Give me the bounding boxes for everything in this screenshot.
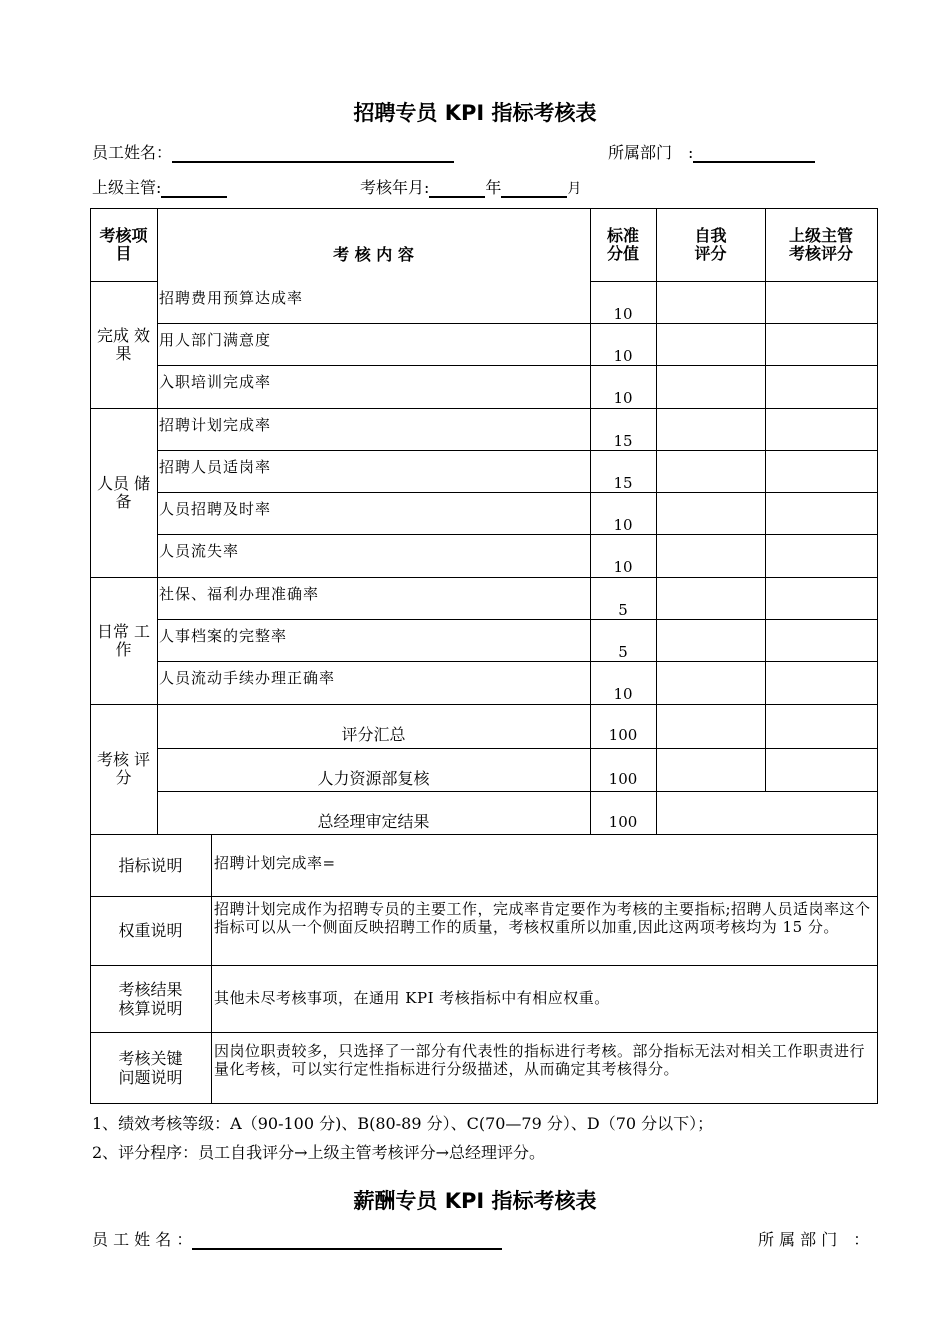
kpi-standard-score: 15 <box>613 474 633 492</box>
supervisor-field[interactable] <box>92 175 227 198</box>
grid-line <box>211 834 212 1104</box>
grid-line <box>90 1032 878 1033</box>
note-text: 招聘计划完成作为招聘专员的主要工作，完成率肯定要作为考核的主要指标;招聘人员适岗率这个指标可以从一个侧面反映招聘工作的质量，考核权重所以加重,因此这两项考核均为 15 分。 <box>214 900 871 936</box>
employee-name-label-2: 员 工 姓 名 ： <box>92 1230 193 1249</box>
kpi-standard-score: 10 <box>613 389 633 407</box>
note-label: 考核关键 问题说明 <box>118 1048 183 1087</box>
month-label: 月 <box>567 181 582 197</box>
grid-line <box>157 619 878 620</box>
category-label: 人员 储 备 <box>96 473 151 511</box>
table-border <box>90 208 91 1104</box>
grid-line <box>157 492 878 493</box>
employee-name-field[interactable] <box>92 140 454 163</box>
year-blank[interactable] <box>429 180 485 198</box>
kpi-standard-score: 10 <box>613 516 633 534</box>
note-text: 招聘计划完成率= <box>214 854 336 872</box>
note-text: 其他未尽考核事项，在通用 KPI 考核指标中有相应权重。 <box>214 989 610 1007</box>
department-field[interactable] <box>608 140 815 163</box>
kpi-item: 招聘费用预算达成率 <box>159 289 304 307</box>
kpi-standard-score: 10 <box>613 558 633 576</box>
grid-line <box>90 965 878 966</box>
footnote: 1、绩效考核等级：A（90-100 分)、B(80-89 分）、C(70—79 分）、D（70 分以下）； <box>92 1114 714 1133</box>
summary-label: 人力资源部复核 <box>317 769 430 788</box>
header-self-score: 自我 评分 <box>694 226 727 263</box>
year-label: 年 <box>485 178 502 197</box>
employee-name-blank[interactable] <box>172 145 454 163</box>
category-label: 完成 效 果 <box>96 325 151 363</box>
supervisor-blank[interactable] <box>161 180 227 198</box>
grid-line <box>157 661 878 662</box>
grid-line <box>765 208 766 792</box>
self-score-column[interactable] <box>656 281 765 791</box>
kpi-item: 人事档案的完整率 <box>159 627 288 645</box>
department-label-2: 所 属 部 门 ： <box>758 1230 870 1249</box>
period-label: 考核年月: <box>360 178 430 197</box>
summary-score: 100 <box>608 813 638 831</box>
grid-line <box>590 281 878 282</box>
grid-line <box>157 208 158 835</box>
kpi-standard-score: 10 <box>613 305 633 323</box>
footnote: 2、评分程序：员工自我评分→上级主管考核评分→总经理评分。 <box>92 1143 545 1162</box>
grid-line <box>656 208 657 835</box>
kpi-item: 人员流失率 <box>159 542 240 560</box>
grid-line <box>90 408 878 409</box>
kpi-standard-score: 15 <box>613 432 633 450</box>
header-supervisor-score: 上级主管 考核评分 <box>788 226 853 263</box>
note-label: 指标说明 <box>118 855 183 875</box>
category-label: 日常 工 作 <box>96 621 151 659</box>
grid-line <box>157 450 878 451</box>
kpi-standard-score: 5 <box>618 643 628 661</box>
grid-line <box>157 534 878 535</box>
grid-line <box>90 704 878 705</box>
employee-name-blank-2[interactable] <box>192 1232 502 1250</box>
kpi-item: 招聘计划完成率 <box>159 416 272 434</box>
note-text: 因岗位职责较多，只选择了一部分有代表性的指标进行考核。部分指标无法对相关工作职责进行量化考核，可以实行定性指标进行分级描述，从而确定其考核得分。 <box>214 1042 866 1078</box>
grid-line <box>90 577 878 578</box>
header-standard-score: 标准 分值 <box>606 226 639 263</box>
summary-score: 100 <box>608 726 638 744</box>
kpi-item: 用人部门满意度 <box>159 331 272 349</box>
kpi-item: 人员招聘及时率 <box>159 500 272 518</box>
month-blank[interactable] <box>501 180 567 198</box>
department-blank[interactable] <box>693 145 815 163</box>
employee-name-label: 员工姓名： <box>92 143 173 162</box>
grid-line <box>157 748 878 749</box>
department-label: 所属部门 : <box>608 143 694 162</box>
table-border <box>877 208 878 1104</box>
grid-line <box>157 365 878 366</box>
grid-line <box>90 281 158 282</box>
grid-line <box>157 323 878 324</box>
summary-label: 评分汇总 <box>341 725 406 744</box>
note-label: 考核结果 核算说明 <box>118 979 183 1018</box>
supervisor-score-column[interactable] <box>765 281 877 791</box>
page-title: 招聘专员 KPI 指标考核表 <box>353 101 597 125</box>
employee-name-field-2[interactable] <box>92 1227 502 1250</box>
grid-line <box>590 208 591 835</box>
grid-line <box>90 896 878 897</box>
grid-line <box>90 834 878 835</box>
summary-score: 100 <box>608 770 638 788</box>
header-content: 考 核 内 容 <box>333 245 414 264</box>
kpi-item: 招聘人员适岗率 <box>159 458 272 476</box>
kpi-standard-score: 10 <box>613 685 633 703</box>
category-label: 考核 评 分 <box>96 750 151 787</box>
note-label: 权重说明 <box>118 921 183 940</box>
department-field-2[interactable] <box>758 1227 869 1250</box>
grid-line <box>157 791 878 792</box>
kpi-standard-score: 10 <box>613 347 633 365</box>
kpi-item: 人员流动手续办理正确率 <box>159 669 336 687</box>
kpi-item: 社保、福利办理准确率 <box>159 585 320 603</box>
table-border <box>90 1103 878 1104</box>
second-page-title: 薪酬专员 KPI 指标考核表 <box>353 1189 597 1213</box>
kpi-standard-score: 5 <box>618 601 628 619</box>
period-field[interactable] <box>360 175 581 198</box>
header-project: 考核项 目 <box>99 226 148 263</box>
table-border <box>90 208 878 209</box>
kpi-item: 入职培训完成率 <box>159 373 272 391</box>
supervisor-label: 上级主管: <box>92 178 162 197</box>
summary-label: 总经理审定结果 <box>317 812 430 831</box>
